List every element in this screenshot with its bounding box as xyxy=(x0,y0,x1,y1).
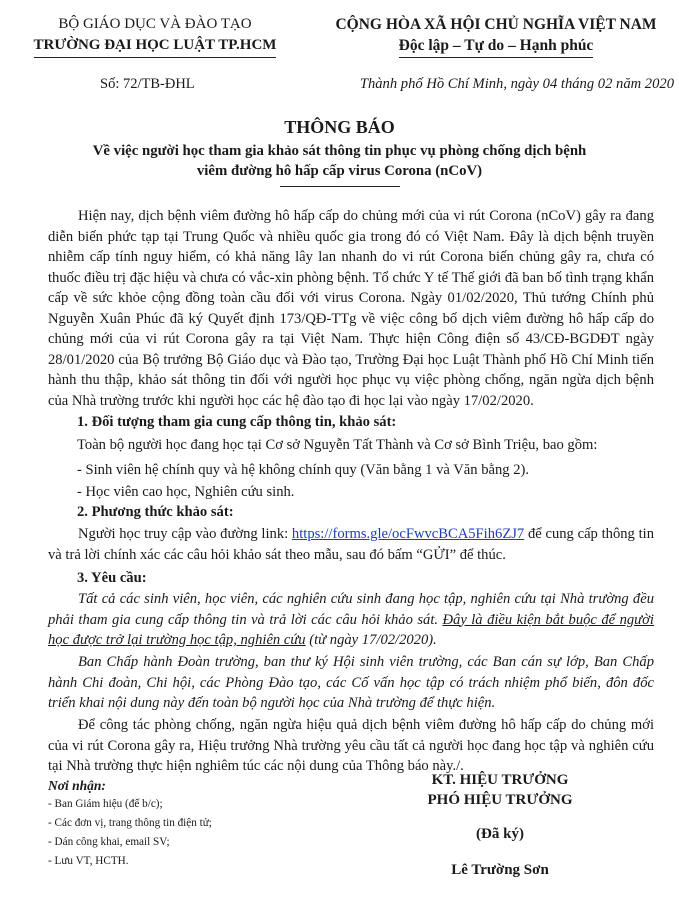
recipient-item: - Lưu VT, HCTH. xyxy=(48,855,129,867)
section-3-requirement: Tất cả các sinh viên, học viên, các nghiên cứu sinh đang học tập, nghiên cứu tại Nhà trường đều phải tham gia cung cấp thông tin và trả lời các câu hỏi khảo sát. Đây là điều kiện bắt buộc để người học được trở lại trường học tập, nghiên cứu (từ ngày 17/02/2020). xyxy=(48,591,654,648)
recipients-label: Nơi nhận: xyxy=(48,778,106,793)
section-1-body: Toàn bộ người học đang học tại Cơ sở Nguyễn Tất Thành và Cơ sở Bình Triệu, bao gồm: xyxy=(77,437,598,453)
section-2-body: Người học truy cập vào đường link: https://forms.gle/ocFwvcBCA5Fih6ZJ7 để cung cấp thông tin và trả lời chính xác các câu hỏi khảo sát theo mẫu, sau đó bấm “GỬI” để thúc. xyxy=(48,526,654,563)
recipients-block xyxy=(48,776,318,871)
section-3-responsibility: Ban Chấp hành Đoàn trường, ban thư ký Hội sinh viên trường, các Ban cán sự lớp, Ban Chấp hành Chi đoàn, Chi hội, các Phòng Đào tạo, các Cố vấn học tập có trách nhiệm phổ biến, đôn đốc triển khai nội dung này đến toàn bộ người học của Nhà trường để thực hiện. xyxy=(48,654,654,711)
document-title: THÔNG BÁO xyxy=(284,117,395,137)
section-2-heading: 2. Phương thức khảo sát: xyxy=(77,504,234,520)
document-number: Số: 72/TB-ĐHL xyxy=(100,76,195,92)
signer-name: Lê Trường Sơn xyxy=(451,862,549,878)
country-name: CỘNG HÒA XÃ HỘI CHỦ NGHĨA VIỆT NAM xyxy=(335,16,657,33)
recipient-item: - Ban Giám hiệu (để b/c); xyxy=(48,798,163,810)
signer-title-1: KT. HIỆU TRƯỞNG xyxy=(431,772,569,788)
recipient-item: - Dán công khai, email SV; xyxy=(48,836,170,848)
ministry-name: BỘ GIÁO DỤC VÀ ĐÀO TẠO xyxy=(58,16,252,32)
national-motto: Độc lập – Tự do – Hạnh phúc xyxy=(318,35,674,58)
signer-title-2: PHÓ HIỆU TRƯỞNG xyxy=(427,792,573,808)
section-3-heading: 3. Yêu cầu: xyxy=(77,570,147,586)
recipient-item: - Các đơn vị, trang thông tin điện tử; xyxy=(48,817,212,829)
mandatory-condition: Đây là điều kiện bắt buộc để người học được trở lại trường học tập, nghiên cứu xyxy=(48,611,654,648)
national-header xyxy=(318,14,674,58)
place-date: Thành phố Hồ Chí Minh, ngày 04 tháng 02 năm 2020 xyxy=(359,76,674,92)
survey-link[interactable]: https://forms.gle/ocFwvcBCA5Fih6ZJ7 xyxy=(291,526,525,542)
document-subject xyxy=(20,141,659,181)
subject-line-1: Về việc người học tham gia khảo sát thông tin phục vụ phòng chống dịch bệnh xyxy=(92,143,587,159)
issuer-block xyxy=(10,14,300,58)
school-name: TRƯỜNG ĐẠI HỌC LUẬT TP.HCM xyxy=(10,35,300,58)
closing-paragraph: Để công tác phòng chống, ngăn ngừa hiệu quả dịch bệnh viêm đường hô hấp cấp do chủng mới của vi rút Corona gây ra, Hiệu trưởng Nhà trường yêu cầu tất cả người học đang học tập và nghiên cứu tại Nhà trường thực hiện nghiêm túc các nội dung của Thông báo này./. xyxy=(48,717,654,774)
section-1-item-1: - Sinh viên hệ chính quy và hệ không chính quy (Văn bằng 1 và Văn bằng 2). xyxy=(77,462,530,478)
section-1-heading: 1. Đối tượng tham gia cung cấp thông tin, khảo sát: xyxy=(77,414,397,430)
title-divider xyxy=(280,186,400,187)
signed-mark: (Đã ký) xyxy=(476,826,524,842)
subject-line-2: viêm đường hô hấp cấp virus Corona (nCoV) xyxy=(196,163,483,179)
intro-paragraph: Hiện nay, dịch bệnh viêm đường hô hấp cấp do chủng mới của vi rút Corona (nCoV) gây ra đang diễn biến phức tạp tại Trung Quốc và nhiều quốc gia trong đó có Việt Nam. Đây là dịch bệnh truyền nhiễm cấp tính nguy hiểm, có khả năng lây lan nhanh do vi rút Corona biến chủng gây ra, chưa có thuốc điều trị đặc hiệu và chưa có vắc-xin phòng bệnh. Tổ chức Y tế Thế giới đã ban bố tình trạng khẩn cấp về sức khỏe cộng đồng toàn cầu đối với virus Corona. Ngày 01/02/2020, Thủ tướng Chính phủ Nguyễn Xuân Phúc đã ký Quyết định 173/QĐ-TTg về việc công bố dịch viêm đường hô hấp cấp do chủng mới của vi rút Corona gây ra tại Việt Nam. Thực hiện Công điện số 43/CĐ-BGDĐT ngày 28/01/2020 của Bộ trưởng Bộ Giáo dục và Đào tạo, Trường Đại học Luật Thành phố Hồ Chí Minh tiến hành thu thập, khảo sát thông tin đối với người học phục vụ việc phòng chống, ngăn ngừa dịch bệnh của Nhà trường trước khi người học các hệ đào tạo đi học lại vào ngày 17/02/2020. xyxy=(48,208,654,409)
section-1-item-2: - Học viên cao học, Nghiên cứu sinh. xyxy=(77,484,295,500)
